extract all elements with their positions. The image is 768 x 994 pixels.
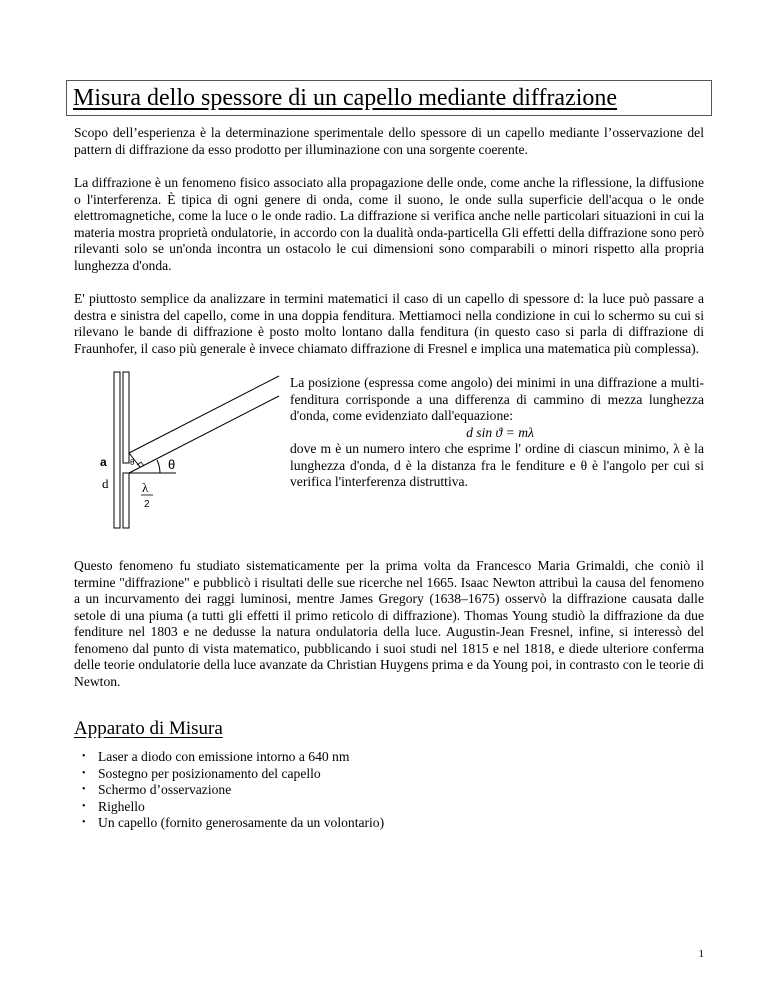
list-item — [82, 782, 384, 799]
bullet: • — [82, 767, 86, 779]
paragraph-hair-analysis: E' piuttosto semplice da analizzare in termini matematici il caso di un capello di spessore d: la luce può passare a destra e sinistra del capello, come in una doppia fenditura. Mettiamoci nella condizione in cui lo schermo su cui si rilevano le bande di diffrazione è posto molto lontano dalla fenditura (in questo caso si parla di diffrazione di Fraunhofer, il caso più generale è invece chiamato diffrazione di Fresnel e implica una matematica più complessa). — [74, 291, 704, 356]
paragraph-purpose: Scopo dell’esperienza è la determinazione sperimentale dello spessore di un capello mediante l’osservazione del pattern di diffrazione da esso prodotto per illuminazione con una sorgente coerente. — [74, 125, 704, 157]
diagram-explanation — [290, 375, 704, 491]
page-title: Misura dello spessore di un capello mediante diffrazione — [73, 85, 618, 111]
explanation-variables: dove m è un numero intero che esprime l' ordine di ciascun minimo, λ è la lunghezza d'onda, d è la distanza fra le fenditure e θ è l'angolo per cui si verifica l'interferenza distruttiva. — [290, 441, 704, 489]
bullet: • — [82, 751, 86, 762]
list-item — [82, 815, 384, 832]
label-two: 2 — [144, 499, 150, 510]
list-item — [82, 799, 384, 816]
diffraction-diagram — [100, 370, 284, 530]
title-box — [66, 80, 712, 116]
label-lambda: λ — [142, 480, 149, 495]
list-item-label: Un capello (fornito generosamente da un volontario) — [98, 815, 385, 831]
bullet: • — [82, 800, 86, 812]
label-d: d — [102, 476, 109, 491]
section-heading: Apparato di Misura — [74, 718, 223, 739]
list-item — [82, 749, 384, 766]
barrier-lower — [123, 473, 129, 528]
barrier-left — [114, 372, 120, 528]
list-item — [82, 766, 384, 783]
paragraph-history: Questo fenomeno fu studiato sistematicamente per la prima volta da Francesco Maria Grimaldi, che coniò il termine "diffrazione" e pubblicò i risultati delle sue ricerche nel 1665. Isaac Newton attribuì la causa del fenomeno a un incurvamento dei raggi luminosi, mentre James Gregory (1638–1675) osservò la diffrazione causata dalle setole di una piuma (a tutti gli effetti il primo reticolo di diffrazione). Thomas Young studiò la diffrazione da due fenditure nel 1803 e ne dedusse la natura ondulatoria della luce. Augustin-Jean Fresnel, infine, si interessò del fenomeno dal punto di vista matematico, pubblicando i suoi studi nel 1815 e nel 1818, e diede ulteriore conferma delle teorie ondulatorie della luce avanzate da Christian Huygens prima e da Young poi, in contrasto con le teorie di Newton. — [74, 558, 704, 689]
ray-upper — [129, 376, 279, 453]
label-theta-small: θ — [130, 458, 135, 467]
list-item-label: Sostegno per posizionamento del capello — [98, 765, 321, 781]
equation: d sin ϑ = mλ — [466, 424, 534, 440]
bullet: • — [82, 784, 86, 796]
list-item-label: Righello — [98, 798, 145, 814]
list-item-label: Schermo d’osservazione — [98, 782, 232, 798]
barrier-upper — [123, 372, 129, 463]
label-theta: θ — [168, 457, 176, 472]
ray-lower — [129, 396, 279, 473]
bullet: • — [82, 817, 86, 829]
page-number: 1 — [698, 948, 704, 960]
list-item-label: Laser a diodo con emissione intorno a 640 nm — [98, 749, 350, 764]
equipment-list — [82, 749, 384, 832]
label-a: a — [100, 455, 107, 469]
angle-arc — [157, 460, 160, 473]
paragraph-diffraction-definition: La diffrazione è un fenomeno fisico associato alla propagazione delle onde, come anche la riflessione, la diffusione o l'interferenza. È tipica di ogni genere di onda, come il suono, le onde sulla superficie dell'acqua o le onde elettromagnetiche, come la luce o le onde radio. La diffrazione si verifica anche nelle particolari situazioni in cui la materia mostra proprietà ondulatorie, in accordo con la dualità onda-particella Gli effetti della diffrazione sono però rilevanti solo se un'onda incontra un ostacolo le cui dimensioni sono comparabili o minori rispetto alla propria lunghezza d'onda. — [74, 175, 704, 273]
explanation-intro: La posizione (espressa come angolo) dei minimi in una diffrazione a multi-fenditura corrisponde a una differenza di cammino di mezza lunghezza d'onda, come evidenziato dall'equazione: — [290, 375, 704, 423]
